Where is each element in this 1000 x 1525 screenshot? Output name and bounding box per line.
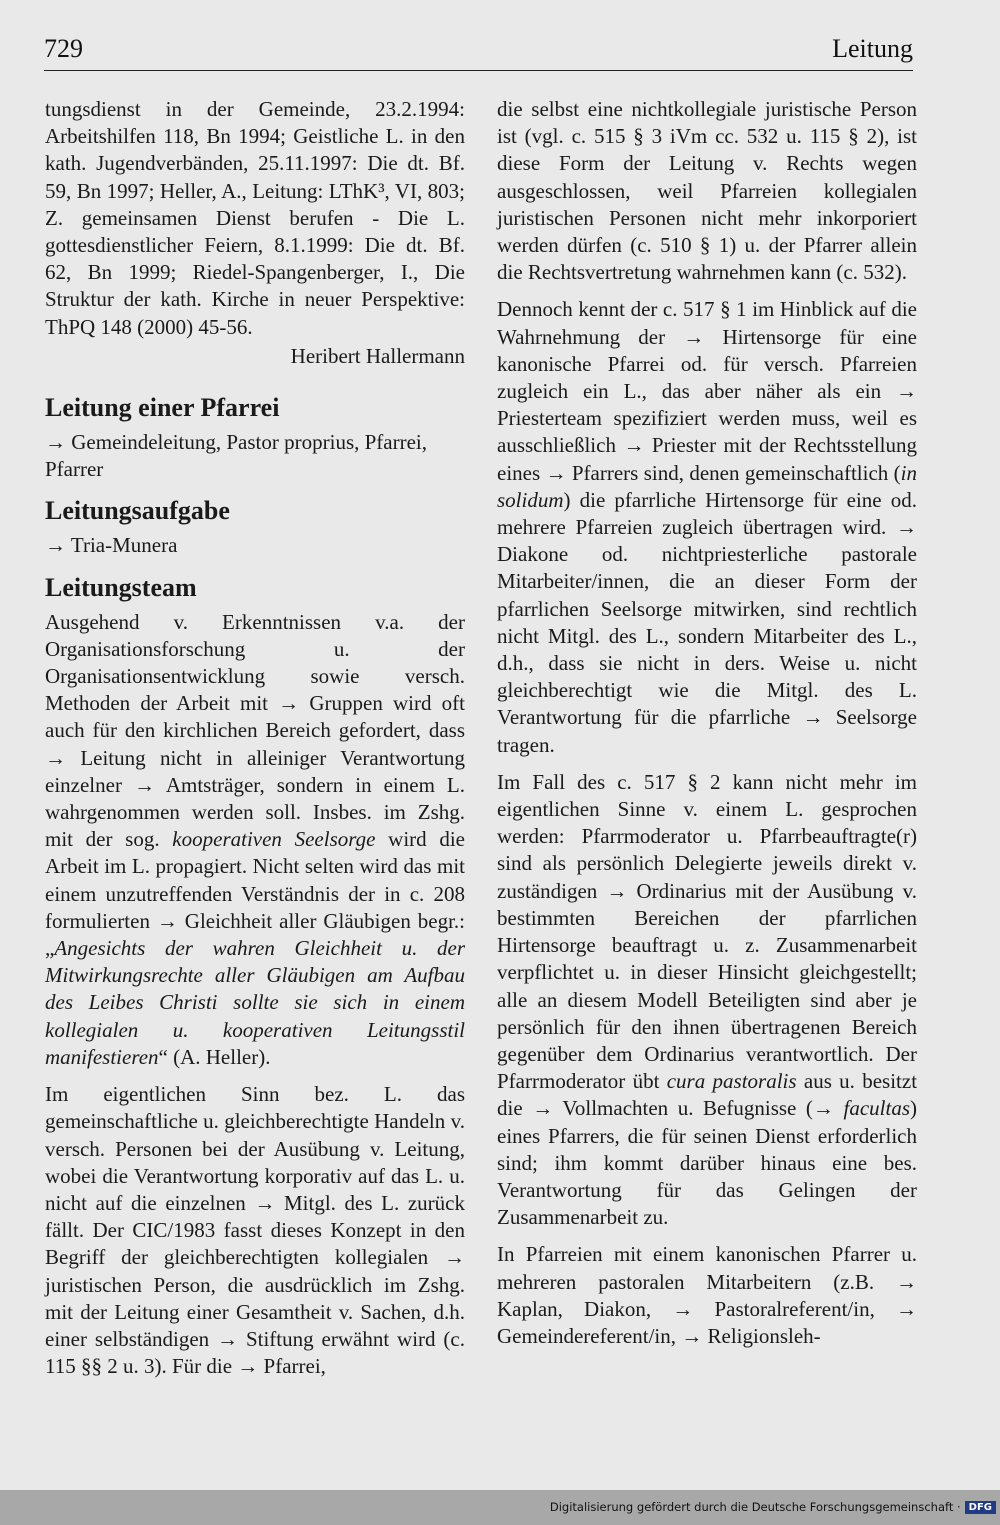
italic-term: cura pastoralis	[666, 1069, 797, 1094]
left-column	[45, 96, 465, 1390]
entry-heading-leitungsaufgabe: Leitungsaufgabe	[45, 496, 230, 526]
digitization-footer	[550, 1500, 996, 1514]
author-signature: Heribert Hallermann	[290, 343, 465, 368]
italic-quote: Angesichts der wahren Gleichheit u. der Mitwirkungsrechte aller Gläubigen am Aufbau des Leibes Christi sollte sie sich in einem kollegialen u. kooperativen Leitungsstil manifestieren	[45, 936, 465, 1069]
italic-term: in solidum	[497, 460, 917, 512]
text-run: “ (A. Heller).	[158, 1044, 271, 1069]
page-header	[44, 28, 913, 71]
entry-heading-leitungsteam: Leitungsteam	[45, 572, 197, 602]
cross-reference-aufgabe: → Tria-Munera	[45, 533, 178, 558]
italic-term: facultas	[843, 1096, 911, 1121]
footer-text: Digitalisierung gefördert durch die Deutsche Forschungsgemeinschaft ·	[549, 1500, 961, 1514]
text-run: ) eines Pfarrers, die für seinen Dienst erforderlich sind; ihm kommt darüber hinaus eine bes. Verantwortung für das Gelingen der Zusammenarbeit zu.	[497, 1096, 918, 1230]
leitungsteam-paragraph-1	[45, 609, 465, 1071]
text-run: Dennoch kennt der c. 517 § 1 im Hinblick auf die Wahrnehmung der → Hirtensorge für eine kanonische Pfarrei od. für versch. Pfarreien zugleich ein L., das aber näher als ein → Priesterteam spezifiziert werden muss, weil es ausschließlich → Priester mit der Rechtsstellung eines → Pfarrers sind, denen gemeinschaftlich (	[497, 297, 917, 485]
page-number: 729	[44, 34, 83, 63]
text-run: aus u. besitzt die → Vollmachten u. Befugnisse (→	[497, 1069, 918, 1121]
dfg-logo: DFG	[965, 1501, 996, 1514]
text-run: ) die pfarrliche Hirtensorge für eine od. mehrere Pfarreien zugleich übertragen wird. → Diakone od. nichtpriesterliche pastorale Mitarbeiter/innen, die an dieser Form der pfarrlichen Seelsorge mitwirken, sind rechtlich nicht Mitgl. des L., sondern Mitarbeiter des L., d.h., dass sie nicht in ders. Weise u. nicht gleichberechtigt wie die Mitgl. des L. Verantwortung für die pfarrliche → Seelsorge tragen.	[497, 487, 917, 757]
right-paragraph-2	[497, 296, 917, 758]
cross-reference-pfarrei: → Gemeindeleitung, Pastor proprius, Pfarrei, Pfarrer	[45, 430, 427, 482]
right-paragraph-4: In Pfarreien mit einem kanonischen Pfarrer u. mehreren pastoralen Mitarbeitern (z.B. → Kaplan, Diakon, → Pastoralreferent/in, → Gemeindereferent/in, → Religionsleh-	[497, 1242, 917, 1348]
leitungsteam-paragraph-2: Im eigentlichen Sinn bez. L. das gemeinschaftliche u. gleichberechtigte Handeln v. versch. Personen bei der Ausübung v. Leitung, wobei die Verantwortung korporativ auf das L. u. nicht auf die einzelnen → Mitgl. des L. zurück fällt. Der CIC/1983 fasst dieses Konzept in den Begriff der gleichberechtigten kollegialen → juristischen Person, die ausdrücklich im Zshg. mit der Leitung einer Gesamtheit v. Sachen, d.h. einer selbständigen → Stiftung erwähnt wird (c. 115 §§ 2 u. 3). Für die → Pfarrei,	[45, 1082, 465, 1379]
entry-heading-leitung-einer-pfarrei: Leitung einer Pfarrei	[45, 393, 280, 423]
running-head: Leitung	[832, 34, 913, 63]
text-run: Ausgehend v. Erkenntnissen v.a. der Organisationsforschung u. der Organisationsentwicklung sowie versch. Methoden der Arbeit mit → Gruppen wird oft auch für den kirchlichen Bereich gefordert, dass → Leitung nicht in alleiniger Verantwortung einzelner → Amtsträger, sondern in einem L. wahrgenommen werden soll. Insbes. im Zshg. mit der sog.	[45, 609, 465, 852]
right-paragraph-1: die selbst eine nichtkollegiale juristische Person ist (vgl. c. 515 § 3 iVm cc. 532 u. 115 § 2), ist diese Form der Leitung v. Rechts wegen ausgeschlossen, weil Pfarreien kollegialen juristischen Personen nicht mehr inkorporiert werden dürfen (c. 510 § 1) u. der Pfarrer allein die Rechtsvertretung wahrnehmen kann (c. 532).	[497, 97, 917, 285]
text-run: wird die Arbeit im L. propagiert. Nicht selten wird das mit einem unzutreffenden Verständnis der in c. 208 formulierten → Gleichheit aller Gläubigen begr.: „	[45, 827, 465, 961]
italic-term: kooperativen Seelsorge	[172, 827, 376, 852]
text-run: Im Fall des c. 517 § 2 kann nicht mehr im eigentlichen Sinne v. einem L. gesprochen werden: Pfarrmoderator u. Pfarrbeauftragte(r) sind als persönlich Delegierte jeweils direkt v. zuständigen → Ordinarius mit der Ausübung v. bestimmten Bereichen der pfarrlichen Hirtensorge beauftragt u. z. Zusammenarbeit verpflichtet u. in dieser Hinsicht gleichgestellt; alle an diesem Modell Beteiligten sind aber je persönlich für den ihnen übertragenen Bereich gegenüber dem Ordinarius verantwortlich. Der Pfarrmoderator übt	[497, 769, 917, 1094]
bibliography-paragraph: tungsdienst in der Gemeinde, 23.2.1994: Arbeitshilfen 118, Bn 1994; Geistliche L. in den kath. Jugendverbänden, 25.11.1997: Die dt. Bf. 59, Bn 1997; Heller, A., Leitung: LThK³, VI, 803; Z. gemeinsamen Dienst berufen - Die L. gottesdienstlicher Feiern, 8.1.1999: Die dt. Bf. 62, Bn 1999; Riedel-Spangenberger, I., Die Struktur der kath. Kirche in neuer Perspektive: ThPQ 148 (2000) 45-56.	[45, 97, 465, 339]
right-paragraph-3	[497, 769, 917, 1231]
right-column	[497, 96, 917, 1360]
